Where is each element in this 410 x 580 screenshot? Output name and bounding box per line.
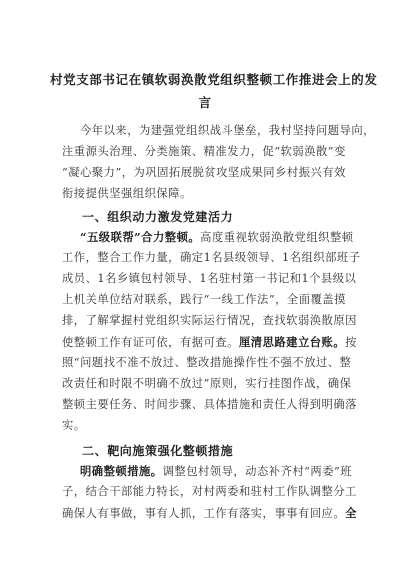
section-1-para-line-1 — [80, 230, 354, 245]
intro-line-2: 注重源头治理、分类施策、精准发力，促“软弱涣散”变 — [62, 145, 346, 158]
section-1-para-line-7: 照“问题找不准不放过、整改措施操作性不强不放过、整 — [62, 356, 352, 369]
section-1-para-line-4: 上机关单位结对联系，践行“一线工作法”，全面覆盖摸 — [62, 293, 346, 306]
section-1-heading: 一、组织动力激发党建活力 — [82, 210, 234, 224]
section-1-line-1-text: 高度重视软弱涣散党组织整顿 — [200, 231, 354, 244]
section-2-para-line-1 — [80, 464, 352, 479]
section-2-line-3-text: 确保人有事做，事有人抓，工作有落实，事事有回应。 — [62, 507, 346, 520]
section-2-para-line-2: 子，结合干部能力特长，对村两委和驻村工作队调整分工 — [62, 485, 357, 498]
section-2-lead-title: 明确整顿措施。 — [80, 464, 163, 478]
section-1-para-line-10: 实。 — [62, 419, 86, 432]
section-1-para-line-3: 成员、1名乡镇包村领导、1名驻村第一书记和1个县级以 — [62, 272, 357, 285]
intro-line-4: 衔接提供坚强组织保障。 — [62, 187, 192, 200]
section-1-lead-title: “五级联帮”合力整顿。 — [80, 230, 201, 244]
section-1-line-6-tail: 按 — [345, 336, 357, 349]
section-2-para-line-3 — [62, 506, 357, 521]
section-1-subtitle: 厘清思路建立台账。 — [238, 335, 346, 349]
section-1-para-line-8: 改责任和时限不明确不放过”原则，实行挂图作战，确保 — [62, 377, 352, 390]
intro-line-3: “凝心聚力”，为巩固拓展脱贫攻坚成果同乡村振兴有效 — [62, 166, 346, 179]
section-1-para-line-5: 排，了解掌握村党组织实际运行情况，查找软弱涣散原因 — [62, 314, 357, 327]
section-2-line-3-bold: 全 — [345, 506, 357, 520]
section-1-para-line-6 — [62, 335, 357, 350]
document-title-line-2: 言 — [198, 95, 212, 110]
section-2-heading: 二、靶向施策强化整顿措施 — [82, 444, 234, 458]
section-1-para-line-2: 工作，整合工作力量，确定1名县级领导、1名组织部班子 — [62, 251, 361, 264]
section-2-line-1-text: 调整包村领导，动态补齐村“两委”班 — [162, 465, 353, 478]
section-1-para-line-9: 整顿主要任务、时间步骤、具体措施和责任人得到明确落 — [62, 398, 357, 411]
section-1-line-6-text: 使整顿工作有证可依，有据可查。 — [62, 336, 239, 349]
intro-line-1: 今年以来，为建强党组织战斗堡垒，我村坚持问题导向， — [80, 124, 375, 137]
document-title-line-1: 村党支部书记在镇软弱涣散党组织整顿工作推进会上的发 — [50, 72, 378, 87]
